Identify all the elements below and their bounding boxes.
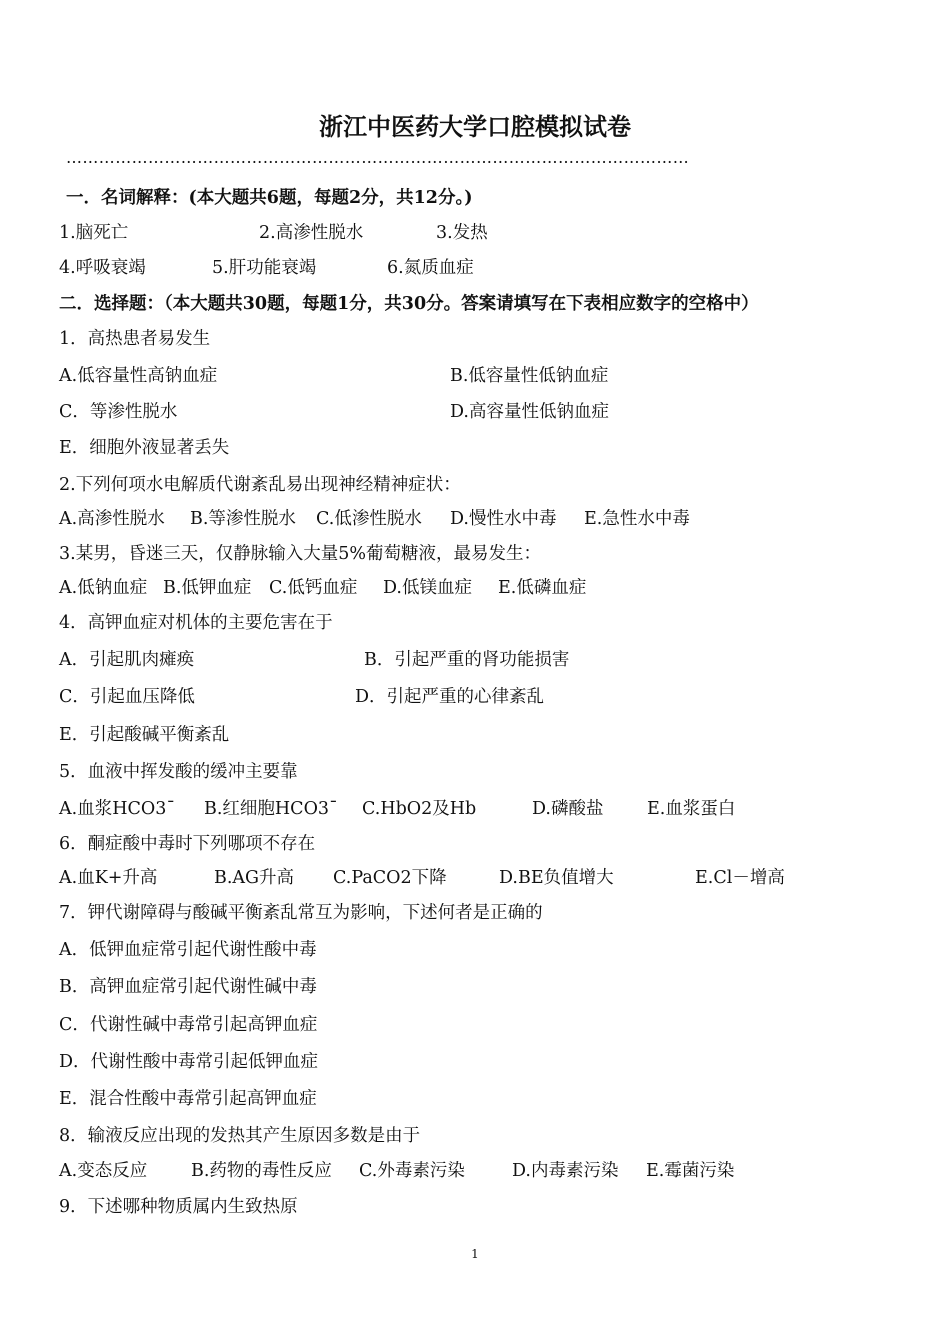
option-d: D.高容量性低钠血症 (450, 402, 609, 422)
option-c: C.低渗性脱水 (316, 509, 422, 529)
term-item: 4.呼吸衰竭 (59, 258, 146, 278)
question-stem: 6．酮症酸中毒时下列哪项不存在 (59, 834, 316, 854)
section1-heading: 一．名词解释：(本大题共6题，每题2分，共12分。) (66, 188, 473, 208)
option-a: A．低钾血症常引起代谢性酸中毒 (59, 940, 317, 960)
option-e: E．引起酸碱平衡紊乱 (59, 725, 230, 745)
option-b: B.红细胞HCO3ˉ (204, 799, 338, 819)
option-d: D．代谢性酸中毒常引起低钾血症 (59, 1052, 319, 1072)
dotted-separator: …………………………………………………………………………………………………… (66, 148, 690, 167)
section2-heading: 二．选择题：（本大题共30题，每题1分，共30分。答案请填写在下表相应数字的空格中） (59, 294, 759, 314)
option-a: A.高渗性脱水 (59, 509, 165, 529)
term-item: 1.脑死亡 (59, 223, 129, 243)
page-title: 浙江中医药大学口腔模拟试卷 (319, 112, 631, 141)
option-e: E.急性水中毒 (584, 509, 690, 529)
option-e: E．细胞外液显著丢失 (59, 438, 230, 458)
option-a: A.血K+升高 (59, 868, 158, 888)
question-stem: 2.下列何项水电解质代谢紊乱易出现神经精神症状： (59, 475, 461, 495)
option-d: D．引起严重的心律紊乱 (355, 687, 545, 707)
term-item: 5.肝功能衰竭 (212, 258, 317, 278)
question-stem: 3.某男，昏迷三天，仅静脉输入大量5%葡萄糖液，最易发生： (59, 544, 541, 564)
question-stem: 5．血液中挥发酸的缓冲主要靠 (59, 762, 298, 782)
term-item: 3.发热 (436, 223, 488, 243)
option-a: A.低钠血症 (59, 578, 148, 598)
option-e: E.低磷血症 (498, 578, 587, 598)
option-c: C.HbO2及Hb (362, 799, 477, 819)
question-stem: 8．输液反应出现的发热其产生原因多数是由于 (59, 1126, 421, 1146)
option-c: C．引起血压降低 (59, 687, 195, 707)
question-stem: 1．高热患者易发生 (59, 329, 211, 349)
option-b: B.等渗性脱水 (190, 509, 296, 529)
term-item: 6.氮质血症 (387, 258, 474, 278)
option-b: B.药物的毒性反应 (191, 1161, 332, 1181)
option-b: B．引起严重的肾功能损害 (364, 650, 570, 670)
option-d: D.BE负值增大 (499, 868, 614, 888)
option-d: D.磷酸盐 (532, 799, 604, 819)
option-d: D.低镁血症 (383, 578, 472, 598)
option-a: A.低容量性高钠血症 (59, 366, 218, 386)
option-a: A.血浆HCO3ˉ (59, 799, 176, 819)
option-a: A．引起肌肉瘫痪 (59, 650, 195, 670)
question-stem: 4．高钾血症对机体的主要危害在于 (59, 613, 333, 633)
option-c: C.PaCO2下降 (333, 868, 447, 888)
option-b: B.低钾血症 (163, 578, 252, 598)
option-c: C.低钙血症 (269, 578, 358, 598)
option-e: E.血浆蛋白 (647, 799, 736, 819)
question-stem: 9．下述哪种物质属内生致热原 (59, 1197, 298, 1217)
page-number: 1 (471, 1247, 479, 1261)
term-item: 2.高渗性脱水 (259, 223, 364, 243)
option-a: A.变态反应 (59, 1161, 148, 1181)
option-d: D.内毒素污染 (512, 1161, 619, 1181)
option-c: C．代谢性碱中毒常引起高钾血症 (59, 1015, 318, 1035)
option-e: E.霉菌污染 (646, 1161, 735, 1181)
option-e: E．混合性酸中毒常引起高钾血症 (59, 1089, 317, 1109)
option-c: C．等渗性脱水 (59, 402, 178, 422)
question-stem: 7．钾代谢障碍与酸碱平衡紊乱常互为影响，下述何者是正确的 (59, 903, 543, 923)
option-d: D.慢性水中毒 (450, 509, 557, 529)
option-c: C.外毒素污染 (359, 1161, 465, 1181)
option-b: B.AG升高 (214, 868, 295, 888)
option-b: B．高钾血症常引起代谢性碱中毒 (59, 977, 317, 997)
option-b: B.低容量性低钠血症 (450, 366, 609, 386)
option-e: E.Cl－增高 (695, 868, 785, 888)
